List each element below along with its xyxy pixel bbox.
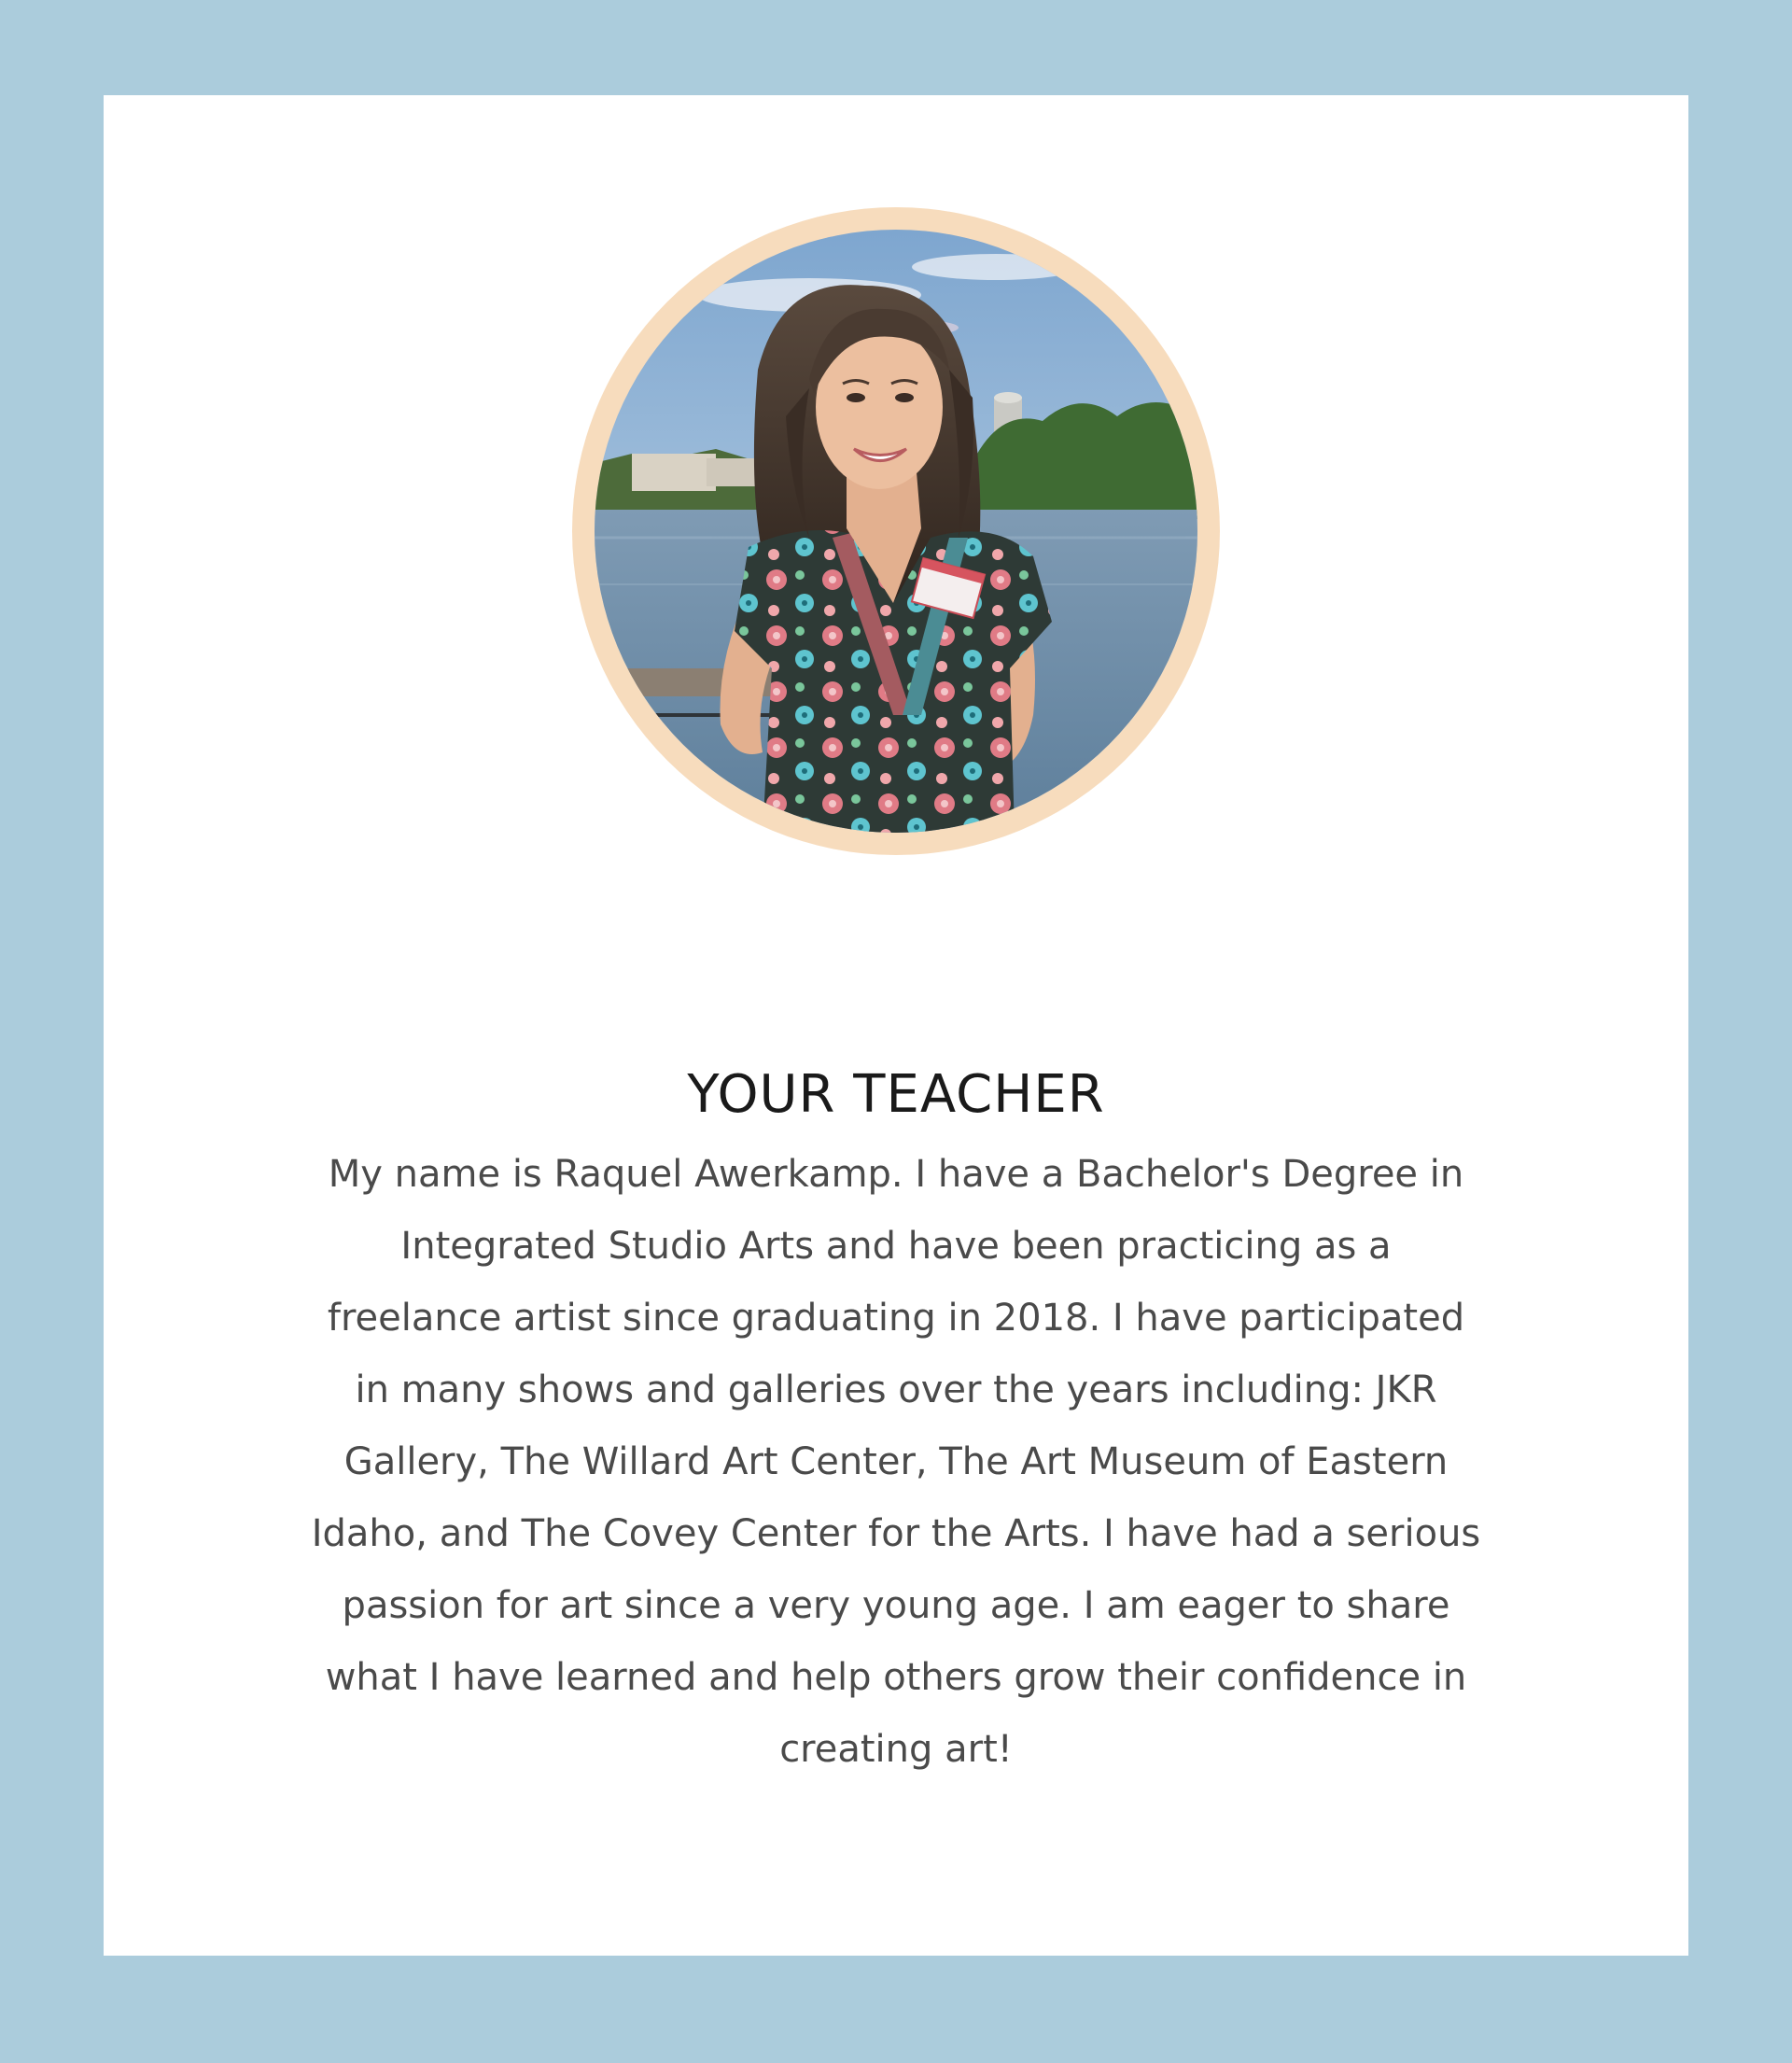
teacher-portrait-image <box>595 230 1197 833</box>
portrait-frame <box>572 207 1220 855</box>
teacher-card <box>104 95 1688 1956</box>
teacher-bio: My name is Raquel Awerkamp. I have a Bachelor's Degree in Integrated Studio Arts and have been practicing as a freelance artist since graduating in 2018. I have participated in many shows and galleries over the years including: JKR Gallery, The Willard Art Center, The Art Museum of Eastern Idaho, and The Covey Center for the Arts. I have had a serious passion for art since a very young age. I am eager to share what I have learned and help others grow their confidence in creating art! <box>311 1153 1481 1771</box>
section-heading: YOUR TEACHER <box>687 1064 1105 1125</box>
